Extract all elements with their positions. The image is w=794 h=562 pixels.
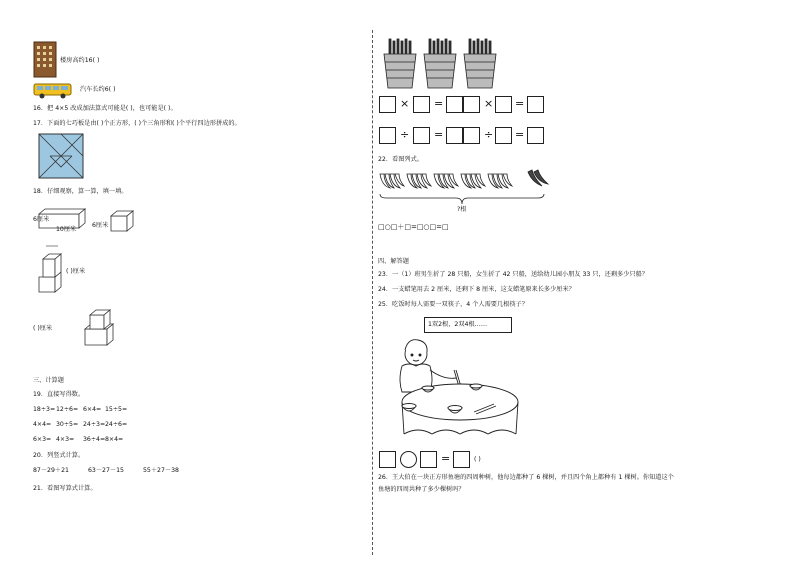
answer-box[interactable] [527,96,544,113]
label-6cm-right: 6厘米 [92,222,109,229]
question-23: 23．一（1）班男生折了 28 只船，女生折了 42 只船，送给幼儿园小朋友 33 只，还剩多少只船？ [378,271,648,278]
calc-2-4: 24÷6= [105,421,128,428]
calc-2-1: 4×4= [33,421,52,428]
question-24: 24．一支蜡笔用去 2 厘米，还剩下 8 厘米，这支蜡笔原来长多少厘米？ [378,286,575,293]
answer-box[interactable] [463,96,480,113]
answer-box[interactable] [413,96,430,113]
equals-sign: = [434,97,444,110]
answer-box[interactable] [527,127,544,144]
equals-sign: = [515,128,525,141]
building-icon [33,40,57,78]
equals-sign: = [434,128,444,141]
brace-label: ?根 [457,206,467,213]
calc-1-4: 15÷5= [105,406,128,413]
equals-sign: = [441,452,451,465]
answer-box[interactable] [446,96,463,113]
answer-box[interactable] [379,127,396,144]
answer-box[interactable] [495,127,512,144]
label-paren-cm-2: ( )厘米 [33,325,53,332]
answer-box[interactable] [413,127,430,144]
stacked-cubes-tall [38,245,64,293]
label-6cm-left: 6厘米 [33,216,50,223]
vertical-calc-3: 55＋27－38 [143,467,179,474]
answer-box[interactable] [420,451,437,468]
answer-box[interactable] [379,451,396,468]
tangram-figure [38,133,84,179]
section-4-heading: 四、解答题 [378,258,409,265]
calc-1-1: 18÷3= [33,406,56,413]
calc-3-1: 6×3= [33,436,52,443]
label-paren-cm-1: ( )厘米 [66,268,86,275]
divide-sign: ÷ [484,128,494,141]
calc-3-3: 36÷4= [83,436,106,443]
section-3-heading: 三、计算题 [33,377,64,384]
times-sign: × [484,97,494,110]
question-17: 17．下面的七巧板是由( )个正方形，( )个三角形和( )个平行四边形拼成的。 [33,120,241,127]
calc-1-2: 12÷6= [56,406,79,413]
calc-3-4: 8×4= [105,436,124,443]
stacked-cubes-wide [84,307,114,347]
equals-sign: = [515,97,525,110]
question-20: 20．列竖式计算。 [33,452,85,459]
speech-text: 1双2根，2双4根…… [428,321,488,328]
answer-box[interactable] [495,96,512,113]
question-26-line2: 鱼塘的四周共种了多少棵树吗？ [378,486,465,493]
q15-bus-text: 汽车长约6( ) [80,86,116,93]
cube-figure [110,210,134,232]
answer-box[interactable] [446,127,463,144]
calc-1-3: 6×4= [83,406,102,413]
label-10cm: 10厘米 [56,226,77,233]
calc-3-2: 4×3= [56,436,75,443]
times-sign: × [400,97,410,110]
calc-2-2: 30÷5= [56,421,79,428]
question-18: 18．仔细观察，算一算，填一填。 [33,188,128,195]
answer-paren: ( ) [474,456,481,463]
answer-box[interactable] [463,127,480,144]
question-22: 22．看图列式。 [378,156,423,163]
q15-building-text: 楼房高约16( ) [60,57,100,64]
bus-icon [33,82,73,99]
formula-line: □○□＋□=□○□=□ [378,223,449,231]
question-21: 21．看图写算式计算。 [33,485,97,492]
answer-box[interactable] [379,96,396,113]
vertical-calc-1: 87－29＋21 [33,467,69,474]
operator-circle[interactable] [400,451,417,468]
calc-2-3: 24÷3= [83,421,106,428]
question-19: 19．直接写得数。 [33,391,85,398]
question-25: 25．吃饭时每人需要一双筷子，4 个人需要几根筷子？ [378,301,528,308]
divide-sign: ÷ [400,128,410,141]
question-26-line1: 26．王大伯在一块正方形鱼塘的四周种树，他每边都种了 6 棵树，并且四个角上都种有 1 棵树。你知道这个 [378,474,674,481]
vertical-calc-2: 63－27－15 [88,467,124,474]
column-divider [372,30,373,555]
question-16: 16．把 4×5 改成加法算式可能是( )，也可能是( )。 [33,105,177,112]
pencil-cups-figure [382,38,498,90]
answer-box[interactable] [453,451,470,468]
dinner-table-figure [378,330,518,438]
